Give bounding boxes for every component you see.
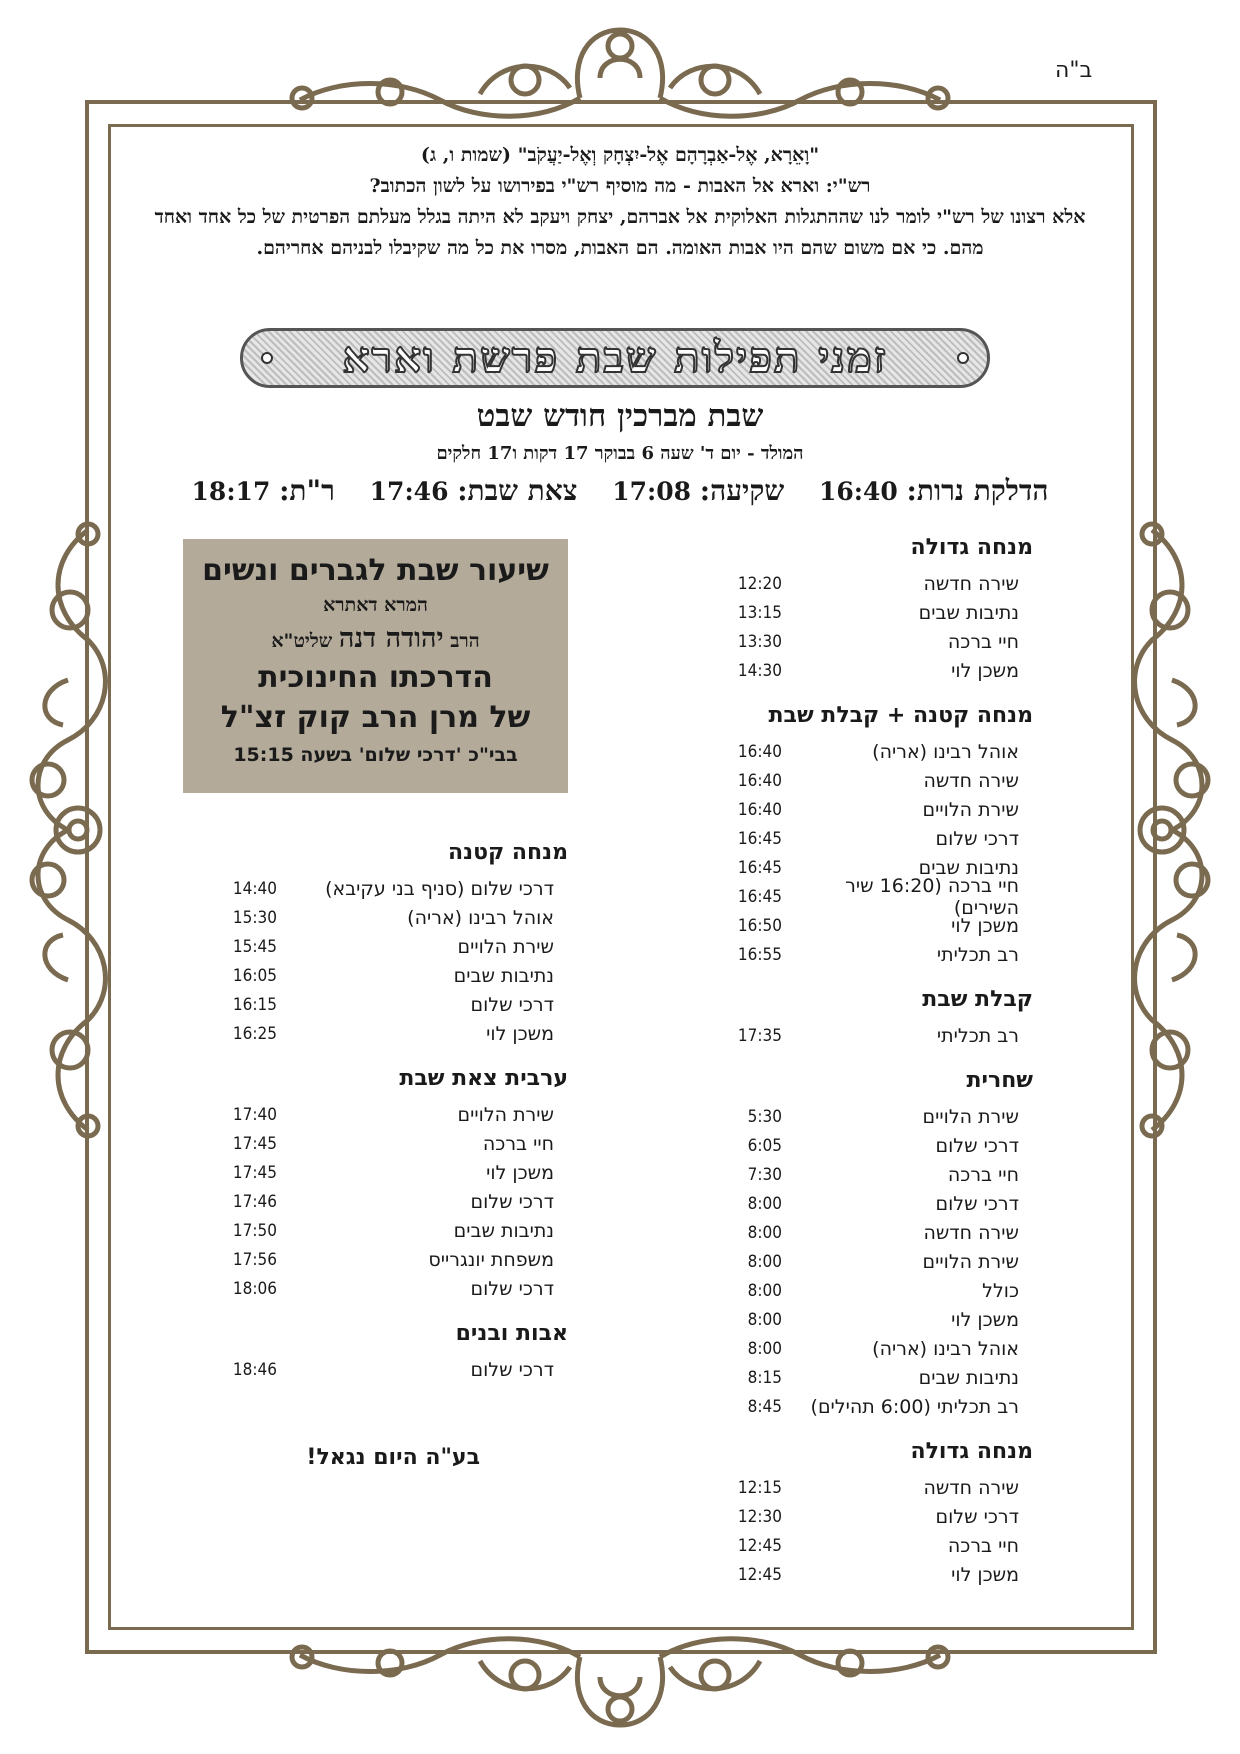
synagogue-name: דרכי שלום — [935, 827, 1019, 850]
schedule-row — [718, 940, 1033, 969]
prayer-time: 17:45 — [232, 1162, 277, 1183]
prayer-time: 17:35 — [737, 1025, 782, 1046]
schedule-section — [213, 1066, 568, 1303]
bh-mark: ב"ה — [1055, 58, 1093, 83]
schedule-row — [213, 961, 568, 990]
shiur-heading: שיעור שבת לגברים ונשים — [202, 553, 549, 588]
synagogue-name: דרכי שלום — [470, 1358, 554, 1381]
schedule-row — [718, 569, 1033, 598]
section-title: שחרית — [966, 1068, 1033, 1093]
schedule-row — [718, 1363, 1033, 1392]
synagogue-name: משכן לוי — [951, 1308, 1019, 1331]
prayer-time: 17:46 — [232, 1191, 277, 1212]
intro-verse: "וָאֵרָא, אֶל-אַבְרָהָם אֶל-יִצְחָק וְאֶל-יַעֲקֹב" (שמות ו, ג) — [420, 144, 820, 166]
schedule-row — [213, 1129, 568, 1158]
schedule-row — [213, 1245, 568, 1274]
schedule-row — [718, 1131, 1033, 1160]
synagogue-name: שירת הלויים — [922, 1250, 1019, 1273]
schedule-row — [718, 1189, 1033, 1218]
synagogue-name: נתיבות שבים — [453, 964, 554, 987]
synagogue-name: חיי ברכה — [947, 630, 1019, 653]
synagogue-name: משכן לוי — [951, 659, 1019, 682]
synagogue-name: שירה חדשה — [923, 1221, 1019, 1244]
prayer-time: 16:40 — [737, 799, 782, 820]
right-ornament — [1122, 520, 1232, 1140]
shiur-box — [183, 539, 568, 793]
prayer-time: 12:20 — [737, 573, 782, 594]
section-title: קבלת שבת — [922, 987, 1033, 1012]
prayer-time: 13:15 — [737, 602, 782, 623]
prayer-time: 6:05 — [747, 1135, 782, 1156]
candles-time: 16:40 — [819, 477, 898, 506]
prayer-time: 18:46 — [232, 1359, 277, 1380]
synagogue-name: אוהל רבינו (אריה) — [872, 1337, 1019, 1360]
synagogue-name: שירת הלויים — [457, 1103, 554, 1126]
schedule-row — [718, 1502, 1033, 1531]
schedule-row — [718, 824, 1033, 853]
schedule-row — [718, 1247, 1033, 1276]
schedule-row — [718, 1218, 1033, 1247]
prayer-time: 16:40 — [737, 770, 782, 791]
synagogue-name: משכן לוי — [951, 1563, 1019, 1586]
prayer-time: 8:00 — [747, 1251, 782, 1272]
banner-title: זמני תפילות שבת פרשת וארא — [342, 333, 888, 382]
synagogue-name: דרכי שלום — [935, 1505, 1019, 1528]
schedule-row — [213, 1187, 568, 1216]
section-title: מנחה גדולה — [910, 1439, 1033, 1464]
section-title: אבות ובנים — [455, 1321, 568, 1346]
rt-time: 18:17 — [191, 477, 271, 506]
prayer-time: 5:30 — [747, 1106, 782, 1127]
prayer-time: 12:45 — [737, 1535, 782, 1556]
shiur-rav — [183, 623, 568, 654]
shabbat-end-time: 17:46 — [369, 477, 449, 506]
left-ornament — [8, 520, 118, 1140]
synagogue-name: חיי ברכה (16:20 שיר השירים) — [845, 874, 1019, 919]
banner-dot-left — [261, 352, 273, 364]
schedule-row — [213, 874, 568, 903]
molad-line: המולד - יום ד' שעה 6 בבוקר 17 דקות ו17 חלקים — [436, 443, 804, 464]
synagogue-name: משפחת יונגרייס — [428, 1248, 554, 1271]
prayer-time: 16:45 — [737, 857, 782, 878]
shiur-topic — [183, 658, 568, 738]
schedule-row — [718, 874, 1033, 919]
synagogue-name: אוהל רבינו (אריה) — [872, 740, 1019, 763]
synagogue-name: רב תכליתי (6:00 תהילים) — [810, 1395, 1019, 1418]
synagogue-name: נתיבות שבים — [918, 856, 1019, 879]
schedule-row — [718, 598, 1033, 627]
prayer-time: 14:40 — [232, 878, 277, 899]
shabbat-end-label: צאת שבת: — [457, 474, 578, 507]
schedule-section — [718, 1439, 1033, 1589]
synagogue-name: דרכי שלום — [935, 1192, 1019, 1215]
schedule-row — [213, 1158, 568, 1187]
schedule-row — [718, 1160, 1033, 1189]
synagogue-name: משכן לוי — [486, 1022, 554, 1045]
schedule-row — [213, 1274, 568, 1303]
prayer-time: 16:45 — [737, 828, 782, 849]
shabbat-times — [150, 474, 1090, 508]
prayer-time: 8:00 — [747, 1309, 782, 1330]
synagogue-name: חיי ברכה — [482, 1132, 554, 1155]
schedule-row — [718, 1276, 1033, 1305]
section-title: מנחה קטנה + קבלת שבת — [768, 703, 1033, 728]
prayer-time: 16:45 — [737, 886, 782, 907]
prayer-time: 8:00 — [747, 1338, 782, 1359]
schedule-row — [718, 1531, 1033, 1560]
synagogue-name: שירת הלויים — [922, 1105, 1019, 1128]
sunset-label: שקיעה: — [699, 474, 785, 507]
section-gap — [718, 685, 1033, 703]
synagogue-name: דרכי שלום — [470, 1190, 554, 1213]
right-schedule-column — [718, 535, 1033, 1589]
schedule-row — [718, 1473, 1033, 1502]
shiur-topic-line1: הדרכתו החינוכית — [258, 660, 493, 695]
prayer-time: 7:30 — [747, 1164, 782, 1185]
prayer-time: 8:00 — [747, 1193, 782, 1214]
prayer-time: 16:15 — [232, 994, 277, 1015]
schedule-row — [718, 1392, 1033, 1421]
synagogue-name: שירה חדשה — [923, 769, 1019, 792]
schedule-row — [718, 911, 1033, 940]
schedule-section — [718, 1068, 1033, 1421]
prayer-time: 16:40 — [737, 741, 782, 762]
schedule-row — [213, 990, 568, 1019]
intro-text — [150, 140, 1090, 264]
shiur-location: בבי"כ 'דרכי שלום' בשעה 15:15 — [233, 744, 518, 766]
synagogue-name: נתיבות שבים — [453, 1219, 554, 1242]
subtitle: שבת מברכין חודש שבט — [476, 398, 764, 434]
synagogue-name: משכן לוי — [486, 1161, 554, 1184]
synagogue-name: חיי ברכה — [947, 1163, 1019, 1186]
section-gap — [718, 1050, 1033, 1068]
schedule-row — [718, 737, 1033, 766]
synagogue-name: חיי ברכה — [947, 1534, 1019, 1557]
schedule-section — [213, 1321, 568, 1384]
schedule-row — [213, 903, 568, 932]
prayer-time: 8:15 — [747, 1367, 782, 1388]
prayer-time: 12:15 — [737, 1477, 782, 1498]
synagogue-name: כולל — [982, 1279, 1019, 1302]
schedule-row — [718, 766, 1033, 795]
banner-dot-right — [957, 352, 969, 364]
schedule-row — [718, 1102, 1033, 1131]
sunset-time: 17:08 — [612, 477, 692, 506]
synagogue-name: רב תכליתי — [936, 1024, 1019, 1047]
prayer-time: 12:45 — [737, 1564, 782, 1585]
rav-suffix: שליט"א — [271, 630, 333, 652]
schedule-row — [718, 1305, 1033, 1334]
synagogue-name: שירת הלויים — [922, 798, 1019, 821]
candles-label: הדלקת נרות: — [906, 474, 1049, 507]
rt-label: ר"ת: — [279, 474, 335, 507]
prayer-time: 17:40 — [232, 1104, 277, 1125]
schedule-row — [718, 1560, 1033, 1589]
prayer-time: 12:30 — [737, 1506, 782, 1527]
section-gap — [213, 1048, 568, 1066]
section-gap — [718, 1421, 1033, 1439]
shiur-topic-line2: של מרן הרב קוק זצ"ל — [220, 700, 531, 735]
synagogue-name: דרכי שלום — [470, 993, 554, 1016]
section-title: מנחה גדולה — [910, 535, 1033, 560]
schedule-row — [718, 1334, 1033, 1363]
synagogue-name: משכן לוי — [951, 914, 1019, 937]
schedule-section — [718, 535, 1033, 685]
schedule-row — [213, 932, 568, 961]
rav-prefix: הרב — [450, 630, 480, 652]
schedule-row — [718, 1021, 1033, 1050]
prayer-time: 18:06 — [232, 1278, 277, 1299]
schedule-row — [213, 1216, 568, 1245]
synagogue-name: אוהל רבינו (אריה) — [407, 906, 554, 929]
rav-name: יהודה דנה — [338, 623, 444, 654]
prayer-time: 14:30 — [737, 660, 782, 681]
section-gap — [213, 1303, 568, 1321]
prayer-time: 13:30 — [737, 631, 782, 652]
schedule-row — [213, 1355, 568, 1384]
synagogue-name: שירת הלויים — [457, 935, 554, 958]
prayer-time: 8:00 — [747, 1222, 782, 1243]
schedule-row — [718, 656, 1033, 685]
section-gap — [718, 969, 1033, 987]
synagogue-name: נתיבות שבים — [918, 601, 1019, 624]
synagogue-name: דרכי שלום — [470, 1277, 554, 1300]
prayer-time: 16:55 — [737, 944, 782, 965]
schedule-section — [718, 703, 1033, 969]
synagogue-name: רב תכליתי — [936, 943, 1019, 966]
schedule-section — [213, 840, 568, 1048]
intro-explanation: אלא רצונו של רש"י לומר לנו שההתגלות האלוקית אל אברהם, יצחק ויעקב לא היתה בגלל מעלתם הפרטית של כל אחד ואחד מהם. כי אם משום שהם היו אבות האומה. הם האבות, מסרו את כל מה שקיבלו לבניהם אחריהם. — [154, 206, 1086, 259]
prayer-time: 17:50 — [232, 1220, 277, 1241]
bottom-ornament — [280, 1625, 960, 1737]
intro-rashi: רש"י: וארא אל האבות - מה מוסיף רש"י בפירושו על לשון הכתוב? — [369, 175, 871, 197]
schedule-row — [718, 627, 1033, 656]
synagogue-name: שירה חדשה — [923, 1476, 1019, 1499]
top-ornament — [280, 18, 960, 130]
prayer-time: 16:50 — [737, 915, 782, 936]
left-schedule-column — [213, 840, 568, 1384]
synagogue-name: דרכי שלום — [935, 1134, 1019, 1157]
synagogue-name: שירה חדשה — [923, 572, 1019, 595]
synagogue-name: נתיבות שבים — [918, 1366, 1019, 1389]
prayer-time: 17:45 — [232, 1133, 277, 1154]
prayer-time: 8:45 — [747, 1396, 782, 1417]
prayer-time: 15:30 — [232, 907, 277, 928]
shiur-mara: המרא דאתרא — [323, 594, 428, 616]
prayer-time: 15:45 — [232, 936, 277, 957]
schedule-row — [718, 795, 1033, 824]
schedule-section — [718, 987, 1033, 1050]
title-banner — [240, 328, 990, 388]
prayer-time: 16:25 — [232, 1023, 277, 1044]
section-title: מנחה קטנה — [447, 840, 568, 865]
prayer-time: 17:56 — [232, 1249, 277, 1270]
schedule-row — [213, 1100, 568, 1129]
schedule-row — [213, 1019, 568, 1048]
closing-text: בע"ה היום נגאל! — [306, 1445, 480, 1470]
prayer-time: 8:00 — [747, 1280, 782, 1301]
section-title: ערבית צאת שבת — [399, 1066, 568, 1091]
synagogue-name: דרכי שלום (סניף בני עקיבא) — [325, 877, 554, 900]
prayer-time: 16:05 — [232, 965, 277, 986]
